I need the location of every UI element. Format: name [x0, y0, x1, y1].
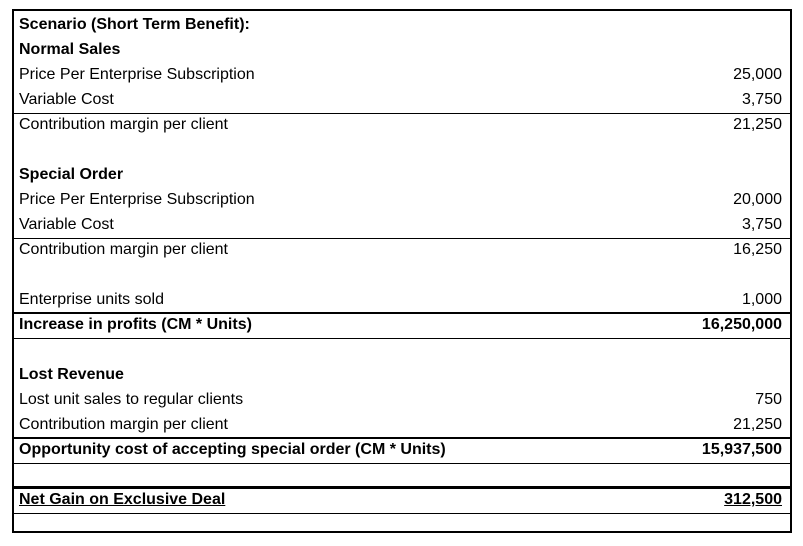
special-order-heading-row — [14, 164, 790, 189]
lost-revenue-heading-row — [14, 364, 790, 389]
special-order-heading: Special Order — [19, 166, 124, 183]
lost-units-label: Lost unit sales to regular clients — [19, 391, 244, 408]
normal-price-value: 25,000 — [733, 66, 782, 83]
spreadsheet-table — [12, 9, 792, 533]
normal-sales-heading: Normal Sales — [19, 41, 121, 58]
units-sold-value: 1,000 — [741, 291, 782, 308]
opportunity-cost-value: 15,937,500 — [701, 441, 782, 458]
special-cm-label: Contribution margin per client — [19, 241, 228, 258]
normal-varcost-label: Variable Cost — [19, 91, 114, 108]
units-sold-label: Enterprise units sold — [19, 291, 164, 308]
increase-profits-label: Increase in profits (CM * Units) — [19, 316, 252, 333]
lost-cm-row — [14, 414, 790, 439]
net-gain-label: Net Gain on Exclusive Deal — [19, 491, 226, 508]
special-price-label: Price Per Enterprise Subscription — [19, 191, 255, 208]
special-varcost-label: Variable Cost — [19, 216, 114, 233]
normal-cm-row — [14, 114, 790, 139]
increase-profits-row — [14, 314, 790, 339]
net-gain-row — [14, 489, 790, 514]
normal-price-label: Price Per Enterprise Subscription — [19, 66, 255, 83]
normal-sales-heading-row — [14, 39, 790, 64]
special-varcost-value: 3,750 — [741, 216, 782, 233]
normal-cm-label: Contribution margin per client — [19, 116, 228, 133]
normal-varcost-value: 3,750 — [741, 91, 782, 108]
net-gain-value: 312,500 — [724, 491, 782, 508]
lost-units-value: 750 — [755, 391, 782, 408]
normal-varcost-row — [14, 89, 790, 114]
special-varcost-row — [14, 214, 790, 239]
normal-price-row — [14, 64, 790, 89]
opportunity-cost-label: Opportunity cost of accepting special order (CM * Units) — [19, 441, 446, 458]
increase-profits-value: 16,250,000 — [701, 316, 782, 333]
blank-separator-row — [14, 464, 790, 489]
special-cm-row — [14, 239, 790, 264]
lost-cm-value: 21,250 — [733, 416, 782, 433]
special-price-value: 20,000 — [733, 191, 782, 208]
lost-cm-label: Contribution margin per client — [19, 416, 228, 433]
opportunity-cost-row — [14, 439, 790, 464]
special-price-row — [14, 189, 790, 214]
scenario-title: Scenario (Short Term Benefit): — [19, 16, 250, 33]
lost-units-row — [14, 389, 790, 414]
normal-cm-value: 21,250 — [733, 116, 782, 133]
lost-revenue-heading: Lost Revenue — [19, 366, 124, 383]
units-sold-row — [14, 289, 790, 314]
special-cm-value: 16,250 — [733, 241, 782, 258]
title-row — [14, 14, 790, 39]
